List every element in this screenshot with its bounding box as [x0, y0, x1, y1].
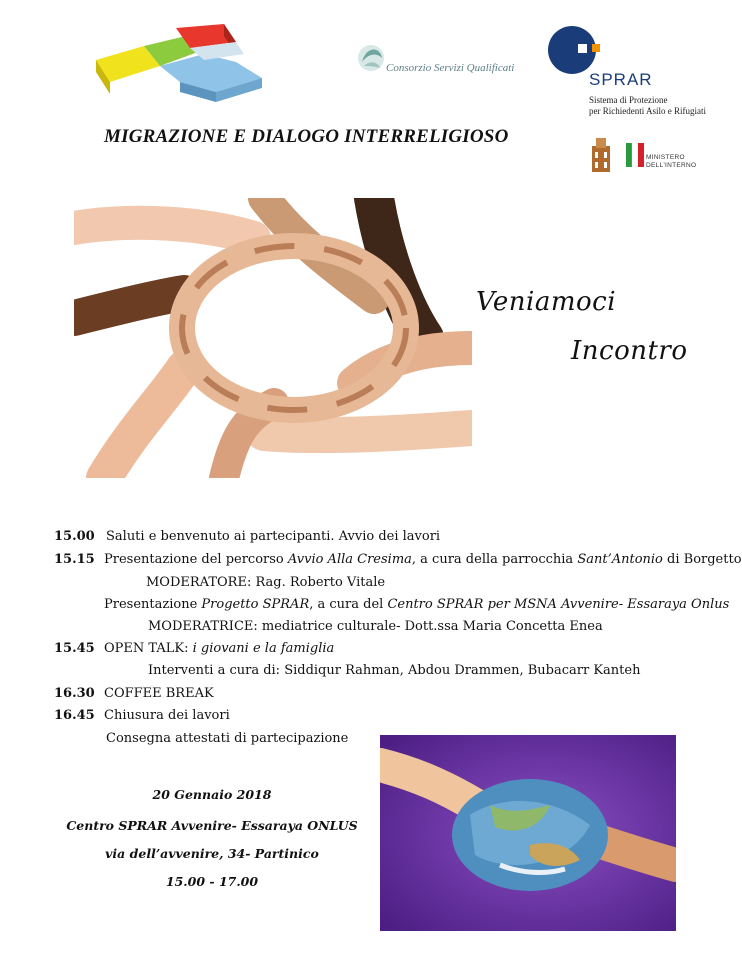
sprar-subtitle-line: per Richiedenti Asilo e Rifugiati: [589, 106, 706, 116]
slogan-line-1: Veniamoci: [476, 287, 617, 317]
page-title: MIGRAZIONE E DIALOGO INTERRELIGIOSO: [104, 126, 509, 147]
consorzio-label: Consorzio Servizi Qualificati: [386, 62, 515, 74]
programme-text: Presentazione Progetto SPRAR, a cura del Centro SPRAR per MSNA Avvenire- Essaraya Onlus: [104, 597, 730, 612]
consorzio-emblem-icon: [356, 40, 386, 78]
programme-time: 15.15: [54, 552, 95, 567]
programme-text: Consegna attestati di partecipazione: [106, 731, 349, 746]
ministero-line: DELL'INTERNO: [646, 162, 697, 169]
globe-hands-image: [380, 735, 676, 931]
programme-moderator: MODERATORE: Rag. Roberto Vitale: [146, 575, 386, 590]
event-address: via dell’avvenire, 34- Partinico: [105, 846, 319, 861]
sprar-subtitle: [589, 95, 709, 117]
programme-text: OPEN TALK: i giovani e la famiglia: [104, 641, 335, 656]
programme-text: Presentazione del percorso Avvio Alla Cresima, a cura della parrocchia Sant’Antonio di Borgetto: [104, 552, 742, 567]
puzzle-logo: [86, 18, 266, 110]
programme-text: COFFEE BREAK: [104, 686, 214, 701]
programme-time: 15.45: [54, 641, 95, 656]
sprar-name: SPRAR: [589, 70, 653, 89]
programme-time: 16.30: [54, 686, 95, 701]
programme-speakers: Interventi a cura di: Siddiqur Rahman, Abdou Drammen, Bubacarr Kanteh: [148, 663, 641, 678]
sprar-subtitle-line: Sistema di Protezione: [589, 95, 668, 105]
event-venue: Centro SPRAR Avvenire- Essaraya ONLUS: [66, 818, 358, 833]
programme-text: Chiusura dei lavori: [104, 708, 230, 723]
sprar-emblem-icon: [548, 24, 608, 76]
programme-text: Saluti e benvenuto ai partecipanti. Avvio dei lavori: [106, 529, 441, 544]
event-date: 20 Gennaio 2018: [152, 787, 272, 802]
slogan-line-2: Incontro: [571, 336, 688, 366]
ministero-line: MINISTERO: [646, 154, 685, 161]
ministero-label: [646, 154, 696, 170]
programme-time: 16.45: [54, 708, 95, 723]
hands-circle-image: [74, 198, 472, 478]
event-hours: 15.00 - 17.00: [165, 874, 259, 889]
sprar-logo: [548, 24, 708, 174]
programme-time: 15.00: [54, 529, 95, 544]
consorzio-logo: [356, 38, 526, 82]
programme-moderator: MODERATRICE: mediatrice culturale- Dott.ssa Maria Concetta Enea: [148, 619, 603, 634]
anci-building-icon: [590, 136, 612, 172]
italian-flag-icon: [626, 143, 644, 167]
